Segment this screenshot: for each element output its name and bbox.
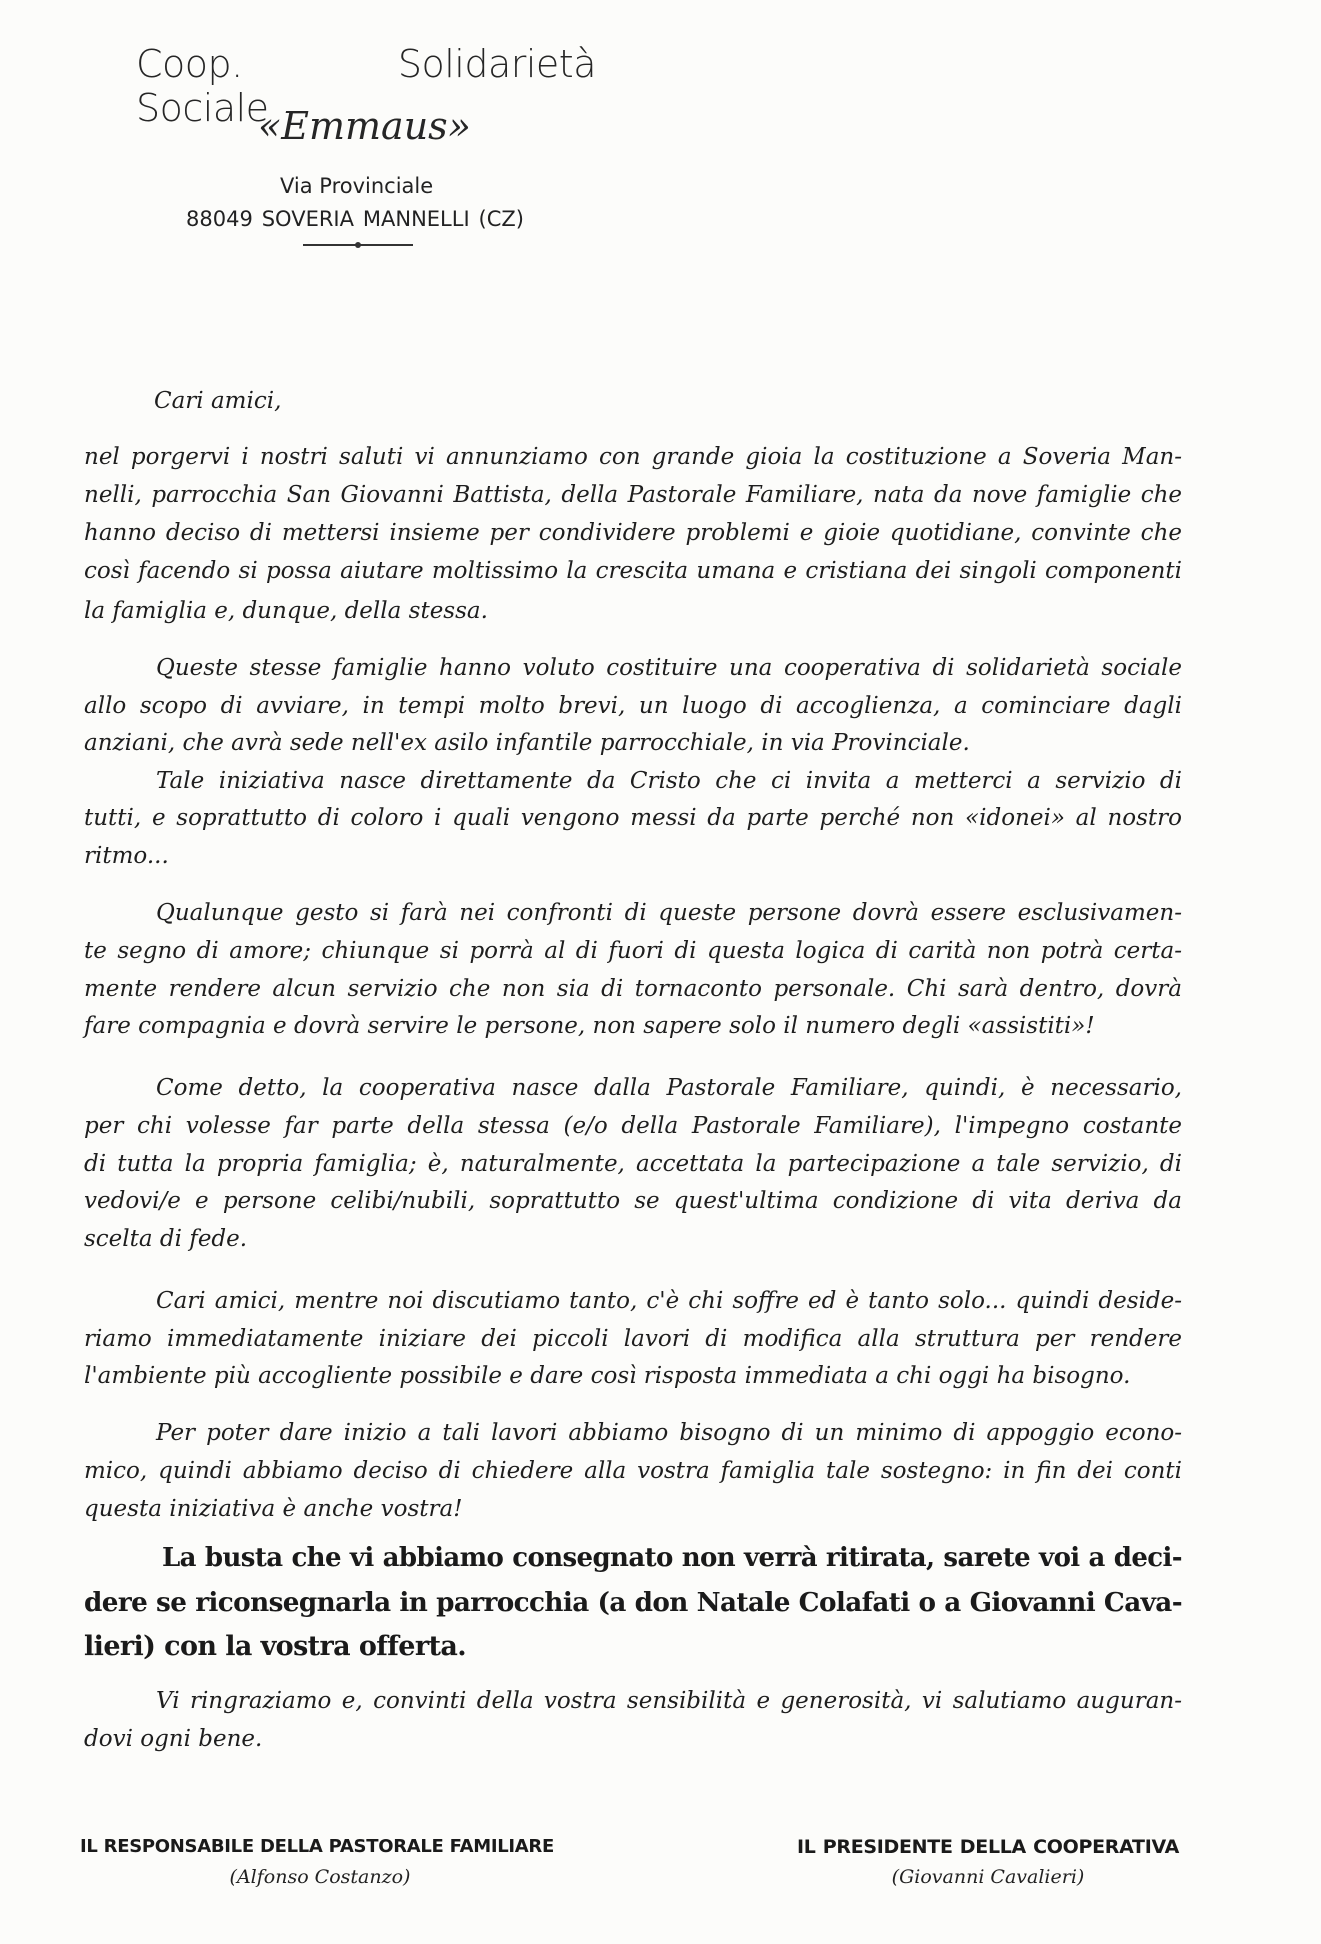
signature-name: (Alfonso Costanzo): [229, 1866, 411, 1888]
greeting: Cari amici,: [154, 388, 282, 414]
paragraph-line: questa iniziativa è anche vostra!: [84, 1496, 463, 1522]
signature-name: (Giovanni Cavalieri): [891, 1866, 1085, 1888]
organization-title: Coop. Solidarietà Sociale: [136, 42, 596, 130]
paragraph-line: nelli, parrocchia San Giovanni Battista, della Pastorale Familiare, nata da nove famiglie che: [84, 482, 1182, 508]
paragraph-line: ritmo...: [84, 843, 169, 869]
paragraph-line: vedovi/e e persone celibi/nubili, soprattutto se quest'ultima condizione di vita deriva da: [84, 1188, 1182, 1214]
signature-title: IL RESPONSABILE DELLA PASTORALE FAMILIARE: [80, 1836, 554, 1857]
paragraph-line: fare compagnia e dovrà servire le persone, non sapere solo il numero degli «assistiti»!: [84, 1013, 1095, 1039]
paragraph-line: anziani, che avrà sede nell'ex asilo infantile parrocchiale, in via Provinciale.: [84, 730, 970, 756]
paragraph-line: nel porgervi i nostri saluti vi annunziamo con grande gioia la costituzione a Soveria Man-: [84, 444, 1182, 470]
address-city: 88049 SOVERIA MANNELLI (CZ): [186, 207, 524, 231]
paragraph-line: Tale iniziativa nasce direttamente da Cristo che ci invita a metterci a servizio di: [156, 768, 1182, 794]
paragraph-line: te segno di amore; chiunque si porrà al di fuori di questa logica di carità non potrà certa-: [84, 938, 1182, 964]
paragraph-line: scelta di fede.: [84, 1226, 248, 1252]
paragraph-line: Queste stesse famiglie hanno voluto costituire una cooperativa di solidarietà sociale: [156, 655, 1182, 681]
paragraph-line: dovi ogni bene.: [84, 1726, 263, 1752]
paragraph-line: l'ambiente più accogliente possibile e dare così risposta immediata a chi oggi ha bisogno.: [84, 1363, 1131, 1389]
paragraph-line: La busta che vi abbiamo consegnato non verrà ritirata, sarete voi a deci-: [162, 1543, 1182, 1573]
paragraph-line: Per poter dare inizio a tali lavori abbiamo bisogno di un minimo di appoggio econo-: [156, 1420, 1182, 1446]
paragraph-line: dere se riconsegnarla in parrocchia (a don Natale Colafati o a Giovanni Cava-: [84, 1587, 1182, 1618]
organization-name: «Emmaus»: [258, 104, 471, 148]
paragraph-line: riamo immediatamente iniziare dei piccoli lavori di modifica alla struttura per rendere: [84, 1326, 1182, 1352]
paragraph-line: Come detto, la cooperativa nasce dalla Pastorale Familiare, quindi, è necessario,: [156, 1075, 1182, 1101]
paragraph-line: per chi volesse far parte della stessa (e/o della Pastorale Familiare), l'impegno costante: [84, 1113, 1182, 1139]
paragraph-line: allo scopo di avviare, in tempi molto brevi, un luogo di accoglienza, a cominciare dagli: [84, 693, 1182, 719]
paragraph-line: Cari amici, mentre noi discutiamo tanto, c'è chi soffre ed è tanto solo... quindi deside-: [156, 1288, 1182, 1314]
paragraph-line: così facendo si possa aiutare moltissimo la crescita umana e cristiana dei singoli componenti: [84, 558, 1182, 584]
paragraph-line: la famiglia e, dunque, della stessa.: [84, 598, 488, 624]
signature-title: IL PRESIDENTE DELLA COOPERATIVA: [797, 1836, 1179, 1858]
paragraph-line: Qualunque gesto si farà nei confronti di queste persone dovrà essere esclusivamen-: [156, 900, 1182, 926]
paragraph-line: di tutta la propria famiglia; è, naturalmente, accettata la partecipazione a tale servizio, di: [84, 1151, 1182, 1177]
paragraph-line: lieri) con la vostra offerta.: [84, 1631, 467, 1662]
address-street: Via Provinciale: [280, 174, 434, 198]
paragraph-line: Vi ringraziamo e, convinti della vostra sensibilità e generosità, vi salutiamo auguran-: [156, 1688, 1182, 1714]
paragraph-line: mico, quindi abbiamo deciso di chiedere alla vostra famiglia tale sostegno: in fin dei conti: [84, 1458, 1182, 1484]
paragraph-line: mente rendere alcun servizio che non sia di tornaconto personale. Chi sarà dentro, dovrà: [84, 976, 1182, 1002]
paragraph-line: tutti, e soprattutto di coloro i quali vengono messi da parte perché non «idonei» al nostro: [84, 805, 1182, 831]
ornamental-divider: [303, 244, 413, 246]
paragraph-line: hanno deciso di mettersi insieme per condividere problemi e gioie quotidiane, convinte che: [84, 520, 1182, 546]
